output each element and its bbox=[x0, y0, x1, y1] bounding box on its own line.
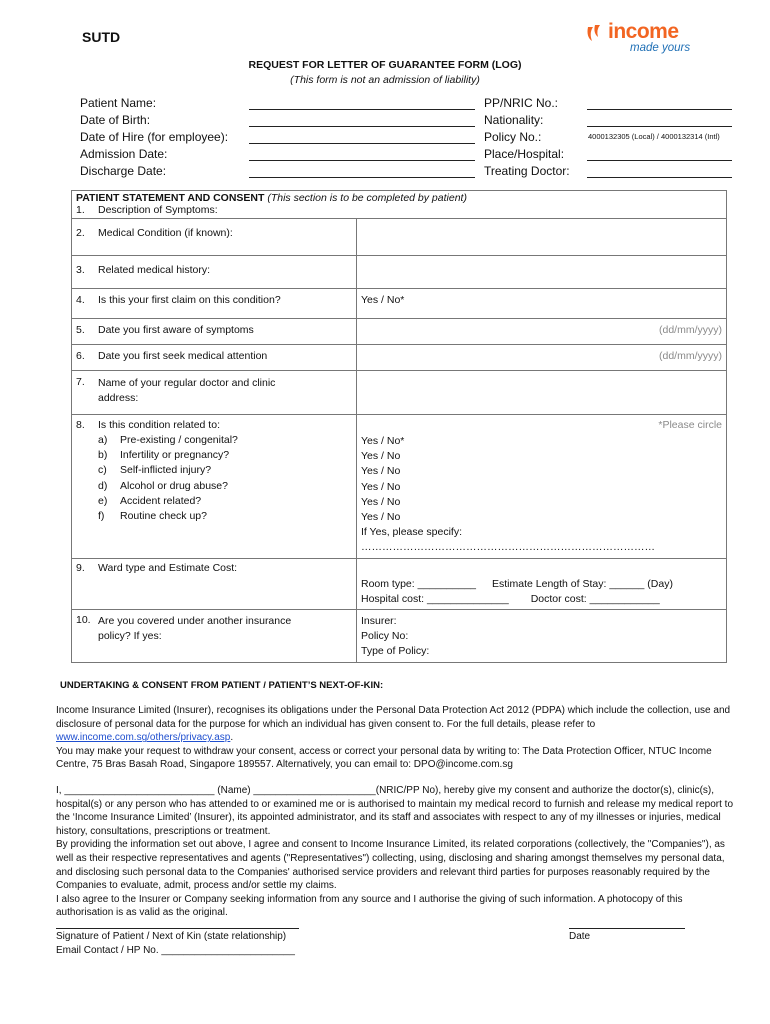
table-row: 5. Date you first aware of symptoms (dd/mm/yyyy) bbox=[72, 319, 727, 345]
dob-label: Date of Birth: bbox=[80, 113, 151, 127]
q8-list bbox=[98, 433, 352, 524]
q8a-answer[interactable]: Yes / No* bbox=[361, 435, 405, 447]
type-of-policy-field[interactable]: Type of Policy: bbox=[361, 645, 430, 658]
other-policy-no-field[interactable]: Policy No: bbox=[361, 630, 409, 643]
policy-no-label: Policy No.: bbox=[484, 130, 542, 144]
room-type-field[interactable]: Room type: __________ bbox=[361, 577, 477, 590]
q4-answer-cell[interactable] bbox=[357, 289, 727, 319]
place-hospital-field[interactable] bbox=[587, 160, 732, 161]
date-line[interactable] bbox=[569, 928, 685, 929]
admission-date-label: Admission Date: bbox=[80, 147, 168, 161]
q10-label: Are you covered under another insurance policy? If yes: bbox=[98, 615, 292, 642]
pdpa-paragraph: Income Insurance Limited (Insurer), recognises its obligations under the Personal Data Protection Act 2012 (PDPA) which include the collection, use and disclosure of personal data for the purpose for which an individual has given consent to. For the full details, please refer to bbox=[56, 705, 731, 730]
discharge-date-label: Discharge Date: bbox=[80, 164, 167, 178]
signature-line[interactable] bbox=[56, 928, 299, 929]
q9-answer-cell[interactable] bbox=[357, 558, 727, 609]
table-row: 2. Medical Condition (if known): bbox=[72, 219, 727, 256]
q5-hint: (dd/mm/yyyy) bbox=[659, 324, 722, 336]
q4-label: Is this your first claim on this condition? bbox=[98, 294, 281, 306]
nric-label: PP/NRIC No.: bbox=[484, 96, 559, 110]
q5-answer-cell[interactable] bbox=[357, 319, 727, 345]
q8e-answer[interactable]: Yes / No bbox=[361, 495, 401, 508]
q6-label: Date you first seek medical attention bbox=[98, 350, 268, 362]
q8b-answer[interactable]: Yes / No bbox=[361, 450, 401, 463]
q8-specify[interactable]: If Yes, please specify: ………………………………………………………………………… bbox=[361, 526, 655, 554]
logo-swoosh-icon bbox=[584, 23, 606, 45]
statement-heading: PATIENT STATEMENT AND CONSENT bbox=[76, 192, 265, 204]
doctor-cost-field[interactable]: Doctor cost: ____________ bbox=[530, 592, 660, 605]
q7-answer-cell[interactable] bbox=[357, 371, 727, 415]
q9-label: Ward type and Estimate Cost: bbox=[98, 561, 238, 574]
authorization-paragraph: I, ___________________________ (Name) ______________________(NRIC/PP No), hereby give my consent and authorize the doctor(s), clinic(s), hospital(s) or any person who has attended to or examined me or is authorised to maintain my medical record to furnish and release my medical report to the ‘Income Insurance Limited’ (Insurer), its appointed administrator, and its staff and associates with respect to any of my illnesses or injuries, medical history, consultations, prescriptions or treatment. bbox=[56, 784, 734, 837]
q8c-answer[interactable]: Yes / No bbox=[361, 465, 401, 478]
list-item: b) Infertility or pregnancy? bbox=[98, 449, 230, 462]
discharge-date-field[interactable] bbox=[249, 177, 475, 178]
signature-label: Signature of Patient / Next of Kin (state relationship) bbox=[56, 931, 287, 942]
undertaking-heading: UNDERTAKING & CONSENT FROM PATIENT / PATIENT’S NEXT-OF-KIN: bbox=[60, 680, 384, 691]
q8-label: Is this condition related to: bbox=[98, 419, 220, 431]
q10-answer-cell[interactable] bbox=[357, 610, 727, 663]
date-of-hire-field[interactable] bbox=[249, 143, 475, 144]
treating-doctor-label: Treating Doctor: bbox=[484, 164, 570, 178]
q8f-answer[interactable]: Yes / No bbox=[361, 511, 401, 524]
privacy-link[interactable]: www.income.com.sg/others/privacy.asp bbox=[56, 732, 231, 744]
statement-heading-row: PATIENT STATEMENT AND CONSENT (This section is to be completed by patient) 1. Description of Symptoms: bbox=[72, 191, 727, 219]
q8-answer-cell[interactable] bbox=[357, 415, 727, 559]
table-row: 8. Is this condition related to: a) Pre-existing / congenital? b) Infertility or pregnancy? c) Self-inflicted injury? d) Alcohol or drug abuse? e) Accident related? f) Routine check up? *Please circle Yes / No* Yes / No Yes / No Yes / No Yes / No Yes / No If Yes, please specify: ………………………………………………………………………… bbox=[72, 415, 727, 559]
table-row: 4. Is this your first claim on this condition? Yes / No* bbox=[72, 289, 727, 319]
nationality-label: Nationality: bbox=[484, 113, 544, 127]
table-row: 7. Name of your regular doctor and clinic address: bbox=[72, 371, 727, 415]
date-label: Date bbox=[569, 931, 591, 942]
list-item: e) Accident related? bbox=[98, 494, 202, 507]
email-contact-field[interactable]: Email Contact / HP No. ________________________ bbox=[56, 945, 295, 956]
table-row: 9. Ward type and Estimate Cost: Room type: __________ Estimate Length of Stay: ______ (Day) Hospital cost: ______________ Doctor cost: ____________ bbox=[72, 558, 727, 609]
q5-label: Date you first aware of symptoms bbox=[98, 324, 254, 336]
insurer-field[interactable]: Insurer: bbox=[361, 615, 397, 628]
q8d-answer[interactable]: Yes / No bbox=[361, 480, 401, 493]
consent-paragraph: By providing the information set out above, I agree and consent to Income Insurance Limited, its related corporations (collectively, the "Companies"), as well as their respective representatives and agents ("Representatives") collecting, using, disclosing and sharing amongst themselves my personal data, and disclosing such personal data to the Companies' authorised service providers and relevant third parties for purposes reasonably required by the Companies to evaluate, admit, process and/or settle my claims. bbox=[56, 839, 725, 892]
list-item: a) Pre-existing / congenital? bbox=[98, 434, 238, 446]
treating-doctor-field[interactable] bbox=[587, 177, 732, 178]
list-item: c) Self-inflicted injury? bbox=[98, 464, 212, 477]
q4-answer[interactable]: Yes / No* bbox=[361, 294, 405, 306]
nationality-field[interactable] bbox=[587, 126, 732, 127]
admission-date-field[interactable] bbox=[249, 160, 475, 161]
nric-field[interactable] bbox=[587, 109, 732, 110]
patient-name-field[interactable] bbox=[249, 109, 475, 110]
q1-label: Description of Symptoms: bbox=[98, 204, 218, 216]
list-item: d) Alcohol or drug abuse? bbox=[98, 479, 228, 492]
q2-answer-cell[interactable] bbox=[357, 219, 727, 256]
form-subtitle: (This form is not an admission of liability) bbox=[290, 74, 480, 86]
q3-label: Related medical history: bbox=[98, 264, 211, 276]
q3-answer-cell[interactable] bbox=[357, 256, 727, 289]
table-row: 6. Date you first seek medical attention (dd/mm/yyyy) bbox=[72, 345, 727, 371]
org-name: SUTD bbox=[82, 29, 121, 45]
q6-hint: (dd/mm/yyyy) bbox=[659, 350, 722, 362]
hospital-cost-field[interactable]: Hospital cost: ______________ bbox=[361, 592, 509, 605]
policy-numbers: 4000132305 (Local) / 4000132314 (Intl) bbox=[588, 132, 720, 141]
place-hospital-label: Place/Hospital: bbox=[484, 147, 565, 161]
withdraw-paragraph: You may make your request to withdraw your consent, access or correct your personal data by writing to: The Data Protection Officer, NTUC Income Centre, 75 Bras Basah Road, Singapore 189557. Alternatively, you can email to: DPO@income.com.sg bbox=[56, 745, 712, 771]
patient-name-label: Patient Name: bbox=[80, 96, 157, 110]
q2-label: Medical Condition (if known): bbox=[98, 227, 233, 239]
date-of-hire-label: Date of Hire (for employee): bbox=[80, 130, 229, 144]
table-row: 10. Are you covered under another insurance policy? If yes: Insurer: Policy No: Type of Policy: bbox=[72, 610, 727, 663]
form-title: REQUEST FOR LETTER OF GUARANTEE FORM (LOG) bbox=[248, 59, 522, 71]
q7-label: Name of your regular doctor and clinic address: bbox=[98, 377, 276, 404]
q6-answer-cell[interactable] bbox=[357, 345, 727, 371]
photocopy-paragraph: I also agree to the Insurer or Company seeking information from any source and I authorise the giving of such information. A photocopy of this authorisation is as valid as the original. bbox=[56, 893, 683, 919]
patient-statement-table bbox=[71, 190, 727, 663]
q8-hint: *Please circle bbox=[658, 419, 722, 431]
logo-tagline: made yours bbox=[630, 42, 691, 54]
logo-word: income bbox=[608, 20, 679, 43]
length-of-stay-field[interactable]: Estimate Length of Stay: ______ (Day) bbox=[492, 577, 673, 590]
statement-heading-note: (This section is to be completed by patient) bbox=[267, 192, 467, 204]
dob-field[interactable] bbox=[249, 126, 475, 127]
list-item: f) Routine check up? bbox=[98, 510, 207, 523]
undertaking-text: Income Insurance Limited (Insurer), recognises its obligations under the Personal Data Protection Act 2012 (PDPA) which include the collection, use and disclosure of personal data for the purpose for which an individual has given consent to. For the full details, please refer to www.income.com.sg/others/privacy.asp. You may make your request to withdraw your consent, access or correct your personal data by writing to: The Data Protection Officer, NTUC Income Centre, 75 Bras Basah Road, Singapore 189557. Alternatively, you can email to: DPO@income.com.sg I, ___________________________ (Name) ______________________(NRIC/PP No), hereby give my consent and authorize the doctor(s), clinic(s), hospital(s) or any person who has attended to or examined me or is authorised to maintain my medical record to furnish and release my medical report to the ‘Income Insurance Limited’ (Insurer), its appointed administrator, and its staff and associates with respect to any of my illnesses or injuries, medical history, consultations, prescriptions or treatment. By providing the information set out above, I agree and consent to Income Insurance Limited, its related corporations (collectively, the "Companies"), as well as their respective representatives and agents ("Representatives") collecting, using, disclosing and sharing amongst themselves my personal data, and disclosing such personal data to the Companies' authorised service providers and relevant third parties for purposes reasonably required by the Companies to evaluate, admit, process and/or settle my claims. I also agree to the Insurer or Company seeking information from any source and I authorise the giving of such information. A photocopy of this authorisation is as valid as the original. bbox=[56, 704, 736, 920]
income-logo bbox=[584, 20, 714, 56]
table-row: 3. Related medical history: bbox=[72, 256, 727, 289]
